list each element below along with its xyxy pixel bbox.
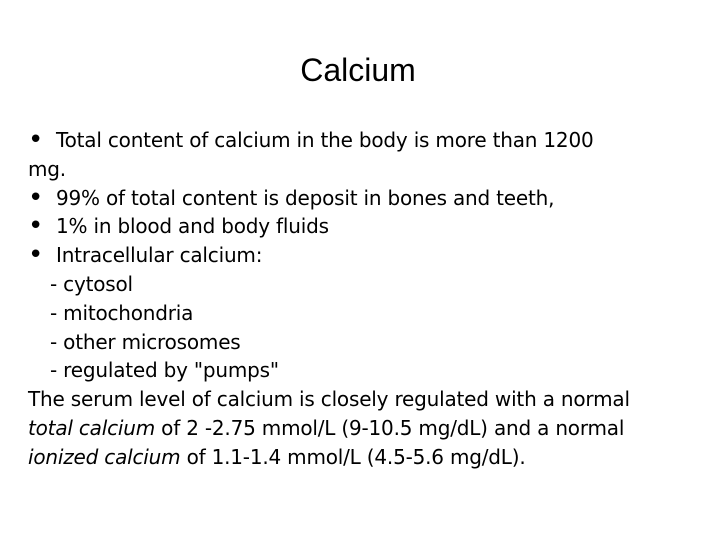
bullet-text: Total content of calcium in the body is more than 1200 xyxy=(56,128,594,152)
bullet-dot-icon: • xyxy=(28,211,44,242)
paragraph-line: The serum level of calcium is closely regulated with a normal xyxy=(28,387,630,412)
bullet-dot-icon: • xyxy=(28,125,44,155)
sub-item-mitochondria: - mitochondria xyxy=(50,300,194,325)
bullet-item-blood-fluids xyxy=(28,212,698,241)
slide-body xyxy=(28,126,698,472)
bullet-dot-icon: • xyxy=(28,240,44,271)
sub-item-pumps: - regulated by "pumps" xyxy=(50,358,279,383)
sub-item-cytosol: - cytosol xyxy=(50,271,133,296)
bullet-dot-icon: • xyxy=(28,182,44,213)
paragraph-line xyxy=(28,443,698,472)
paragraph-line xyxy=(28,414,698,443)
total-calcium-term: total calcium xyxy=(28,415,156,440)
sub-item-microsomes: - other microsomes xyxy=(50,329,241,354)
bullet-continuation: mg. xyxy=(28,156,66,181)
bullet-item-bones-teeth xyxy=(28,184,698,213)
ionized-calcium-range: of 1.1-1.4 mmol/L (4.5-5.6 mg/dL). xyxy=(180,444,526,469)
slide-title: Calcium xyxy=(300,52,416,88)
bullet-text: 1% in blood and body fluids xyxy=(56,214,329,239)
bullet-item-intracellular xyxy=(28,241,698,270)
total-calcium-range: of 2 -2.75 mmol/L (9-10.5 mg/dL) and a normal xyxy=(155,415,625,440)
bullet-text: 99% of total content is deposit in bones and teeth, xyxy=(56,185,555,210)
serum-level-paragraph xyxy=(28,385,698,471)
bullet-text: Intracellular calcium: xyxy=(56,243,263,268)
bullet-item-total-content xyxy=(28,126,698,155)
ionized-calcium-term: ionized calcium xyxy=(28,444,181,469)
